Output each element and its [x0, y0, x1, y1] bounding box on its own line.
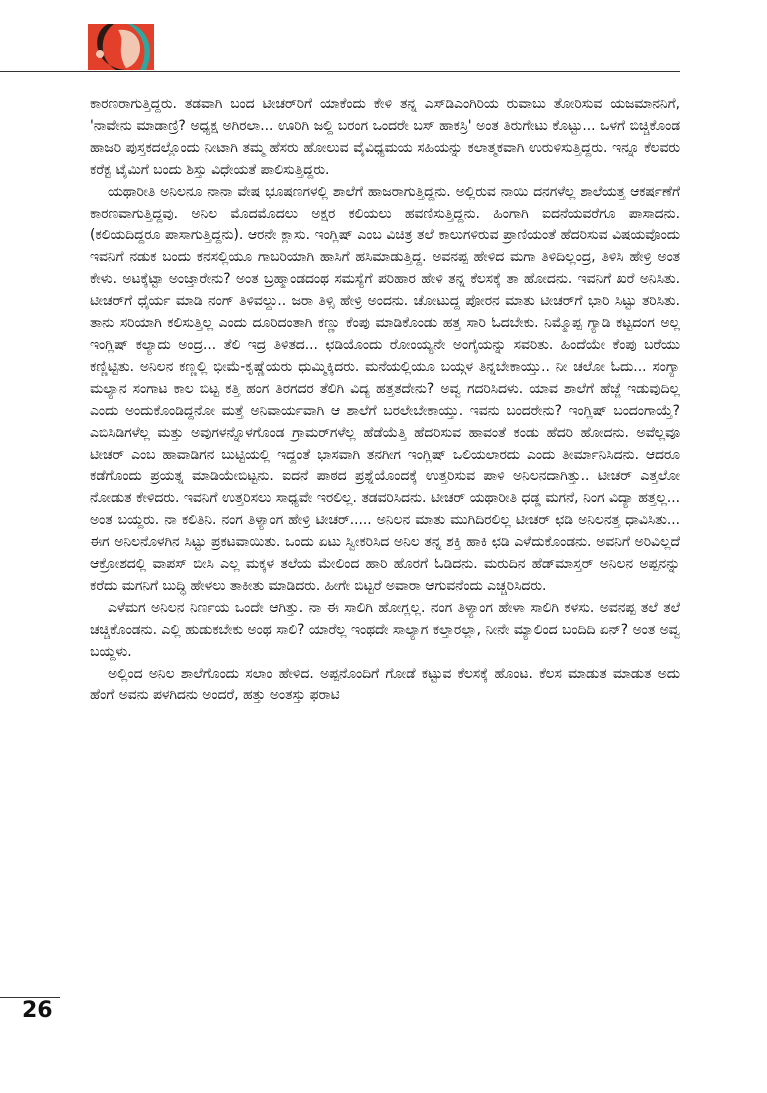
logo-dot: [96, 50, 104, 58]
article-body: [90, 94, 680, 707]
magazine-logo-icon: [88, 24, 154, 70]
page-number: 26: [22, 998, 53, 1023]
paragraph-2: ಯಥಾರೀತಿ ಅನಿಲನೂ ನಾನಾ ವೇಷ ಭೂಷಣಗಳಲ್ಲಿ ಶಾಲೆಗೆ ಹಾಜರಾಗುತ್ತಿದ್ದನು. ಅಲ್ಲಿರುವ ನಾಯಿ ದನಗಳೆಲ್ಲ ಶಾಲೆಯತ್ತ ಆಕರ್ಷಣೆಗೆ ಕಾರಣವಾಗುತ್ತಿದ್ದವು. ಅನಿಲ ಮೊದಮೊದಲು ಅಕ್ಷರ ಕಲಿಯಲು ಹವಣಿಸುತ್ತಿದ್ದನು. ಹಿಂಗಾಗಿ ಐದನೆಯವರೆಗೂ ಪಾಸಾದನು. (ಕಲಿಯದಿದ್ದರೂ ಪಾಸಾಗುತ್ತಿದ್ದನು). ಆರನೇ ಕ್ಲಾಸು. ಇಂಗ್ಲಿಷ್ ಎಂಬ ವಿಚಿತ್ರ ತಲೆ ಕಾಲುಗಳಿರುವ ಪ್ರಾಣಿಯಂತೆ ಹೆದರಿಸುವ ವಿಷಯವೊಂದು ಇವನಿಗೆ ನಡುಕ ಬಂದು ಕನಸಲ್ಲಿಯೂ ಗಾಬರಿಯಾಗಿ ಹಾಸಿಗೆ ಹಸಿಮಾಡುತ್ತಿದ್ದ. ಅವನಪ್ಪ ಹೇಳಿದ ಮಗಾ ತಿಳಿದಿಲ್ಲಂದ್ರ, ತಿಳಿಸಿ ಹೇಳ್ರಿ ಅಂತ ಕೇಳು. ಅಟಕ್ಕೆಟ್ಟಾ ಅಂಜ್ತಾರೇನು? ಅಂತ ಬ್ರಹ್ಮಾಂಡದಂಥ ಸಮಸ್ಯೆಗೆ ಪರಿಹಾರ ಹೇಳಿ ತನ್ನ ಕೆಲಸಕ್ಕೆ ತಾ ಹೋದನು. ಇವನಿಗೆ ಖರೆ ಅನಿಸಿತು. ಟೀಚರ್‌ಗೆ ಧೈರ್ಯ ಮಾಡಿ ನಂಗ್ ತಿಳಿವಲ್ದು.. ಜರಾ ತಿಳ್ಸಿ ಹೇಳ್ರಿ ಅಂದನು. ಚೋಟುದ್ದ ಪೋರನ ಮಾತು ಟೀಚರ್‌ಗೆ ಭಾರಿ ಸಿಟ್ಟು ತರಿಸಿತು. ತಾನು ಸರಿಯಾಗಿ ಕಲಿಸುತ್ತಿಲ್ಲ ಎಂದು ದೂರಿದಂತಾಗಿ ಕಣ್ಣು ಕೆಂಪು ಮಾಡಿಕೊಂಡು ಹತ್ತ ಸಾರಿ ಓದಬೇಕು. ನಿಮ್ಮೊಪ್ಪ ಗ್ಯಾಡಿ ಕಟ್ಟದಂಗ ಅಲ್ಲ ಇಂಗ್ಲಿಷ್ ಕಲ್ಯಾದು ಅಂದ್ರ... ತೆಲಿ ಇದ್ರ ತಿಳಿತದ... ಛಡಿಯೊಂದು ರೋಂಯ್ಯನೇ ಅಂಗೈಯನ್ನು ಸವರಿತು. ಹಿಂದೆಯೇ ಕೆಂಪು ಬರೆಯು ಕಣ್ಣಿಟ್ಟಿತು. ಅನಿಲನ ಕಣ್ಣಲ್ಲಿ ಭೀಮೆ-ಕೃಷ್ಣೆಯರು ಧುಮ್ಮಿಕ್ಕಿದರು. ಮನೆಯಲ್ಲಿಯೂ ಬಯ್ಗಳ ತಿನ್ನಬೇಕಾಯ್ತು.. ನೀ ಚಲೋ ಓದು... ಸಂಗ್ಯಾ ಮಲ್ಯಾನ ಸಂಗಾಟ ಕಾಲ ಬಿಟ್ಟ ಕತ್ತಿ ಹಂಗ ತಿರಗದರ ತೆಲಿಗಿ ವಿದ್ಯ ಹತ್ತತದೇನು? ಅವ್ವ ಗದರಿಸಿದಳು. ಯಾವ ಶಾಲೆಗೆ ಹೆಜ್ಜೆ ಇಡುವುದಿಲ್ಲ ಎಂದು ಅಂದುಕೊಂಡಿದ್ದನೋ ಮತ್ತೆ ಅನಿವಾರ್ಯವಾಗಿ ಆ ಶಾಲೆಗೆ ಬರಲೇಬೇಕಾಯ್ತು. ಇವನು ಬಂದರೇನು? ಇಂಗ್ಲಿಷ್ ಬಂದಂಗಾಯ್ತೆ? ಎಬಿಸಿಡಿಗಳೆಲ್ಲ ಮತ್ತು ಅವುಗಳನ್ನೊಳಗೊಂಡ ಗ್ರಾಮರ್‌ಗಳೆಲ್ಲ ಹೆಡೆಯೆತ್ತಿ ಹೆದರಿಸುವ ಹಾವಂತೆ ಕಂಡು ಹೆದರಿ ಹೋದನು. ಅವೆಲ್ಲವೂ ಟೀಚರ್ ಎಂಬ ಹಾವಾಡಿಗನ ಬುಟ್ಟಿಯಲ್ಲಿ ಇದ್ದಂತೆ ಭಾಸವಾಗಿ ತನಗೀಗ ಇಂಗ್ಲಿಷ್ ಒಲಿಯಲಾರದು ಎಂದು ತೀರ್ಮಾನಿಸಿದನು. ಆದರೂ ಕಡೆಗೊಂದು ಪ್ರಯತ್ನ ಮಾಡಿಯೇಬಿಟ್ಟನು. ಐದನೆ ಪಾಠದ ಪ್ರಶ್ನೆಯೊಂದಕ್ಕೆ ಉತ್ತರಿಸುವ ಪಾಳಿ ಅನಿಲನದಾಗಿತ್ತು.. ಟೀಚರ್ ಎತ್ತಲೋ ನೋಡುತ ಕೇಳಿದರು. ಇವನಿಗೆ ಉತ್ತರಿಸಲು ಸಾಧ್ಯವೇ ಇರಲಿಲ್ಲ. ತಡವರಿಸಿದನು. ಟೀಚರ್ ಯಥಾರೀತಿ ಧಡ್ಡ ಮಗನೆ, ನಿಂಗ ವಿದ್ಯಾ ಹತ್ತಲ್ಲ... ಅಂತ ಬಯ್ದರು. ನಾ ಕಲಿತಿನಿ. ನಂಗ ತಿಳ್ಯಾಂಗ ಹೇಳ್ರಿ ಟೀಚರ್..... ಅನಿಲನ ಮಾತು ಮುಗಿದಿರಲಿಲ್ಲ ಟೀಚರ್ ಛಡಿ ಅನಿಲನತ್ತ ಧಾವಿಸಿತು... ಈಗ ಅನಿಲನೊಳಗಿನ ಸಿಟ್ಟು ಪ್ರಕಟವಾಯಿತು. ಒಂದು ಏಟು ಸ್ವೀಕರಿಸಿದ ಅನಿಲ ತನ್ನ ಶಕ್ತಿ ಹಾಕಿ ಛಡಿ ಎಳೆದುಕೊಂಡನು. ಅವನಿಗೆ ಅರಿವಿಲ್ಲದೆ ಆಕ್ರೋಶದಲ್ಲಿ ವಾಪಸ್ ಬೀಸಿ ಎಲ್ಲ ಮಕ್ಕಳ ತಲೆಯ ಮೇಲಿಂದ ಹಾರಿ ಹೊರಗೆ ಓಡಿದನು. ಮರುದಿನ ಹೆಡ್‌ಮಾಸ್ತರ್ ಅನಿಲನ ಅಪ್ಪನನ್ನು ಕರೆದು ಮಗನಿಗೆ ಬುದ್ಧಿ ಹೇಳಲು ತಾಕೀತು ಮಾಡಿದರು. ಹೀಗೇ ಬಿಟ್ಟರೆ ಅವಾರಾ ಆಗುವನೆಂದು ಎಚ್ಚರಿಸಿದರು.: [90, 183, 680, 594]
paragraph-1: ಕಾರಣರಾಗುತ್ತಿದ್ದರು. ತಡವಾಗಿ ಬಂದ ಟೀಚರ್‌ರಿಗೆ ಯಾಕೆಂದು ಕೇಳಿ ತನ್ನ ಎಸ್‌ಡಿಎಂಗಿರಿಯ ರುವಾಬು ತೋರಿಸುವ ಯಜಮಾನನಿಗೆ, 'ನಾವೇನು ಮಾಡಾಣ್ರಿ? ಅಧ್ಯಕ್ಷ ಅಗಿರಲಾ... ಊರಿಗಿ ಜಲ್ದಿ ಬರಂಗ ಒಂದರೇ ಬಸ್ ಹಾಕಸ್ರಿ' ಅಂತ ತಿರುಗೇಟು ಕೊಟ್ಟು... ಒಳಗೆ ಬಿಚ್ಚಿಕೊಂಡ ಹಾಜರಿ ಪುಸ್ತಕದಲ್ಲೊಂದು ನೀಟಾಗಿ ತಮ್ಮ ಹೆಸರು ಹೋಲುವ ವೈವಿಧ್ಯಮಯ ಸಹಿಯನ್ನು ಕಲಾತ್ಮಕವಾಗಿ ಉರುಳಿಸುತ್ತಿದ್ದರು. ಇನ್ನೂ ಕೆಲವರು ಕರೆಕ್ಟ ಟೈಮಿಗೆ ಬಂದು ಶಿಸ್ತು ವಿಧೇಯತೆ ಪಾಲಿಸುತ್ತಿದ್ದರು.: [90, 96, 680, 178]
paragraph-3: ಎಳೆಮಗ ಅನಿಲನ ನಿರ್ಣಯ ಒಂದೇ ಆಗಿತ್ತು. ನಾ ಈ ಸಾಲಿಗಿ ಹೋಗ್ಲಲ್ಲ. ನಂಗ ತಿಳ್ಯಾಂಗ ಹೇಳಾ ಸಾಲಿಗಿ ಕಳಸು. ಅವನಪ್ಪ ತಲೆ ತಲೆ ಚಚ್ಚಿಕೊಂಡನು. ಎಲ್ಲಿ ಹುಡುಕಬೇಕು ಅಂಥ ಸಾಲಿ? ಯಾರೆಲ್ಲ ಇಂಥದೇ ಸಾಲ್ಯಾಗ ಕಲ್ತಾರಲ್ಲಾ, ನೀನೇ ಮ್ಯಾಲಿಂದ ಬಂದಿದಿ ಏನ್? ಅಂತ ಅವ್ವ ಬಯ್ದಳು.: [90, 599, 680, 660]
header-rule: [0, 71, 680, 72]
logo-graphic: [88, 24, 154, 70]
paragraph-4: ಅಲ್ಲಿಂದ ಅನಿಲ ಶಾಲೆಗೊಂದು ಸಲಾಂ ಹೇಳಿದ. ಅಪ್ಪನೊಂದಿಗೆ ಗೋಡೆ ಕಟ್ಟುವ ಕೆಲಸಕ್ಕೆ ಹೊಂಟ. ಕೆಲಸ ಮಾಡುತ ಮಾಡುತ ಅದು ಹೆಂಗೆ ಅವನು ಪಳಗಿದನು ಅಂದರೆ, ಹತ್ತು ಅಂತಸ್ತು ಫರಾಟಿ: [90, 665, 680, 704]
